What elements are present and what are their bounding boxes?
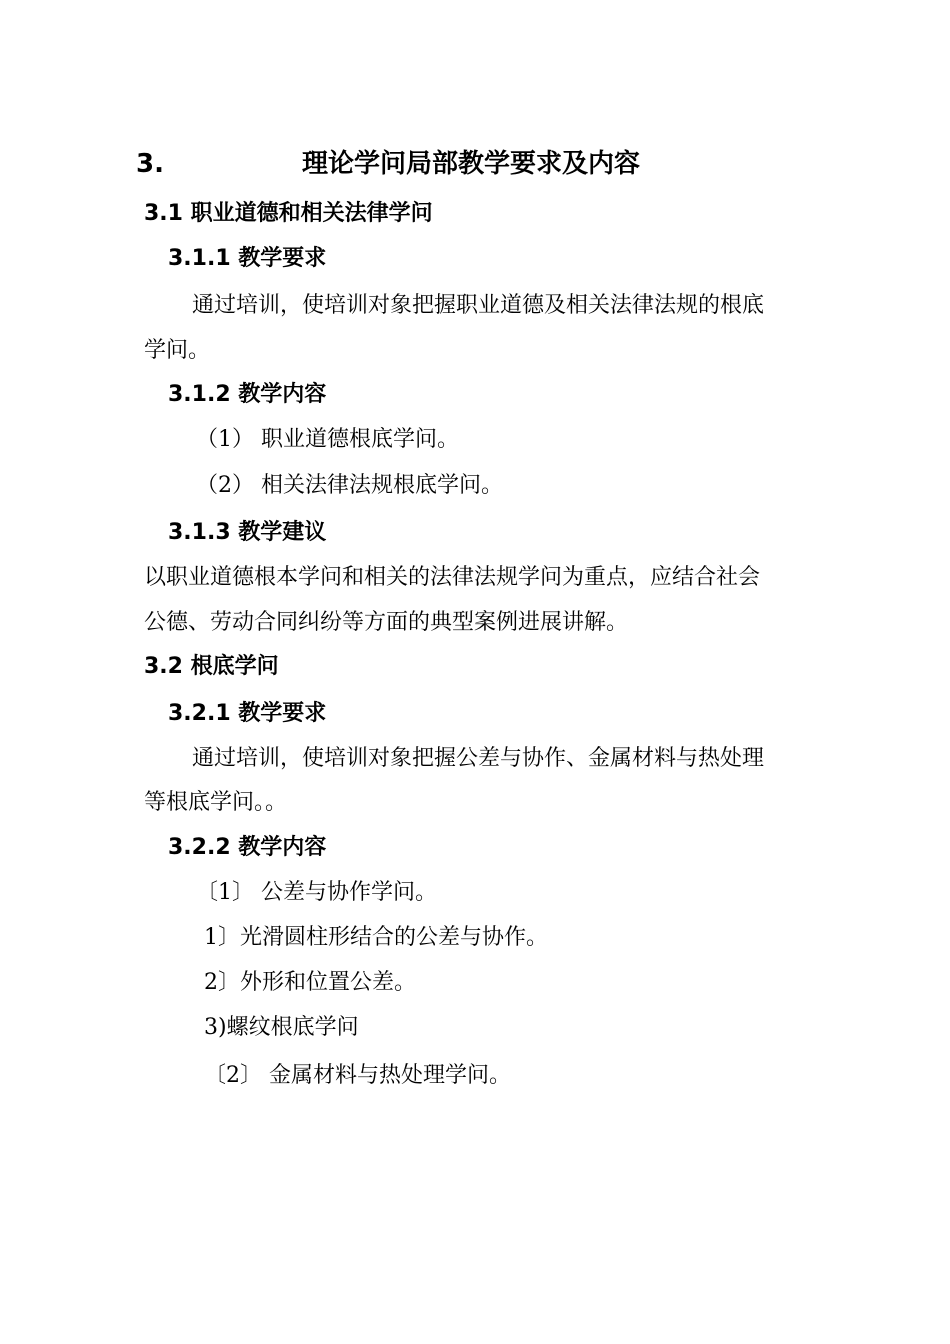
heading-3-1-2: 3.1.2 教学内容 bbox=[168, 382, 327, 407]
heading-3-1-1: 3.1.1 教学要求 bbox=[168, 246, 327, 271]
list-item-3-1-2-1: （1） 职业道德根底学问。 bbox=[196, 427, 459, 452]
heading-3-1: 3.1 职业道德和相关法律学问 bbox=[144, 201, 433, 226]
heading-3-2-2: 3.2.2 教学内容 bbox=[168, 835, 327, 860]
paragraph-3-1-1-line1: 通过培训，使培训对象把握职业道德及相关法律法规的根底 bbox=[192, 293, 765, 318]
list-item-3-1-2-2: （2） 相关法律法规根底学问。 bbox=[196, 473, 503, 498]
heading-3-2: 3.2 根底学问 bbox=[144, 654, 279, 679]
section-title: 理论学问局部教学要求及内容 bbox=[302, 149, 641, 179]
sub-item-2: 2〕外形和位置公差。 bbox=[204, 970, 416, 995]
heading-3-1-3: 3.1.3 教学建议 bbox=[168, 520, 327, 545]
paragraph-3-2-1-line2: 等根底学问。。 bbox=[144, 790, 288, 815]
sub-item-3: 3)螺纹根底学问 bbox=[204, 1015, 359, 1040]
list-item-3-2-2-1: 〔1〕 公差与协作学问。 bbox=[196, 880, 437, 905]
paragraph-3-2-1-line1: 通过培训，使培训对象把握公差与协作、金属材料与热处理 bbox=[192, 746, 765, 771]
paragraph-3-1-1-line2: 学问。 bbox=[144, 338, 211, 363]
section-number: 3. bbox=[136, 149, 164, 179]
list-item-3-2-2-2: 〔2〕 金属材料与热处理学问。 bbox=[204, 1063, 511, 1088]
paragraph-3-1-3-line1: 以职业道德根本学问和相关的法律法规学问为重点，应结合社会 bbox=[144, 565, 761, 590]
heading-3-2-1: 3.2.1 教学要求 bbox=[168, 701, 327, 726]
paragraph-3-1-3-line2: 公德、劳动合同纠纷等方面的典型案例进展讲解。 bbox=[144, 610, 629, 635]
sub-item-1: 1〕光滑圆柱形结合的公差与协作。 bbox=[204, 925, 548, 950]
